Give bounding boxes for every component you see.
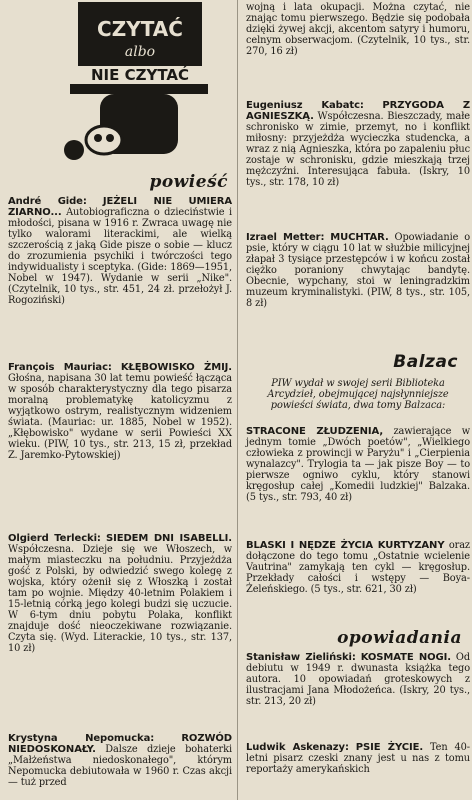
entry-title: BLASKI I NĘDZE ŻYCIA KURTYZANY <box>246 540 445 551</box>
entry-body: Autobiograficzna o dzieciństwie i młodości, pisana w 1916 r. Zwraca uwagę nie tylko walorami literackimi, ale wielką szczerością z jaką Gide pisze o sobie — klucz do zrozumienia psychiki i twórczości tego indywidualisty i sceptyka. (Gide: 1869—1951, Nobel w 1947). Wydanie w serii „Nike". (Czytelnik, 10 tys., str. 451, 24 zł. przełożył J. Rogoziński) <box>8 207 233 306</box>
entry-title: PSIE ŻYCIE. <box>355 742 424 753</box>
review-entry <box>8 733 232 788</box>
entry-title: ROZWÓD NIEDOSKONAŁY. <box>8 733 232 755</box>
entry-title: STRACONE ZŁUDZENIA, <box>246 426 384 437</box>
review-entry <box>8 196 232 306</box>
entry-author: Ludwik Askenazy: <box>246 742 349 753</box>
entry-body: Współczesna. Dzieje się we Włoszech, w małym miasteczku na południu. Przyjeżdża gość z Polski, by odwiedzić swego kolegę z wojska, który ożenił się z Włoszką i został tam po wojnie. Między 40-letnim Polakiem i 15-letnią córką jego kolegi budzi się uczucie. W 6-tym dniu pobytu Polaka, konflikt znajduje dość nieoczekiwane rozwiązanie. Czyta się. (Wyd. Literackie, 10 tys., str. 137, 10 zł) <box>8 544 232 654</box>
review-entry <box>246 652 470 707</box>
entry-body: Dalsze dzieje bohaterki „Małżeństwa niedoskonałego", którym Nepomucka debiutowała w 1960 r. Czas akcji — tuż przed <box>8 744 232 788</box>
entry-author: Krystyna Nepomucka: <box>8 733 155 744</box>
entry-body: Ten 40-letni pisarz czeski znany jest u nas z tomu reportaży amerykańskich <box>246 742 470 775</box>
logo-line3: NIE CZYTAĆ <box>90 66 190 84</box>
review-entry <box>246 232 470 309</box>
entry-author: Stanisław Zieliński: <box>246 652 356 663</box>
entry-body: oraz dołączone do tego tomu „Ostatnie wcielenie Vautrina" zamykają ten cykl — kręgosłup. Przekłady całości i wstępy — Boya-Żeleńskiego. (5 tys., str. 621, 30 zł) <box>246 540 470 595</box>
entry-body: zawierające w jednym tomie „Dwóch poetów", „Wielkiego człowieka z prowincji w Paryżu" i „Cierpienia wynalazcy". Trylogia ta — jak pisze Boy — to pierwsze ogniwo cyklu, który stanowi kręgosłup całej „Komedii ludzkiej" Balzaka. (5 tys., str. 793, 40 zł) <box>246 426 471 503</box>
entry-body: Od debiutu w 1949 r. dwunasta książka tego autora. 10 opowiadań groteskowych z ilustracjami Jana Młodożeńca. (Iskry, 20 tys., str. 213, 20 zł) <box>246 652 470 707</box>
entry-body: Współczesna. Bieszczady, małe schronisko w zimie, przemyt, no i konflikt miłosny: przyjeżdża wycieczka studencka, a wraz z nią Agnieszka, która po zapaleniu płuc zostaje w schronisku, gdzie mieszkają trzej mężczyźni. Interesująca fabuła. (Iskry, 10 tys., str. 178, 10 zł) <box>246 111 471 188</box>
review-entry <box>246 426 470 503</box>
review-entry <box>8 533 232 654</box>
entry-title: SIEDEM DNI ISABELLI. <box>106 533 232 544</box>
entry-title: PRZYGODA Z AGNIESZKĄ. <box>246 100 470 122</box>
entry-author: François Mauriac: <box>8 362 112 373</box>
category-balzac: Balzac <box>393 352 458 372</box>
review-entry <box>246 742 470 775</box>
category-opowiadania: opowiadania <box>337 628 462 648</box>
entry-title: KOSMATE NOGI. <box>360 652 451 663</box>
category-powiesc: powieść <box>149 172 228 192</box>
entry-author: Olgierd Terlecki: <box>8 533 101 544</box>
entry-author: Eugeniusz Kabatc: <box>246 100 364 111</box>
continued-text: wojną i lata okupacji. Można czytać, nie znając tomu pierwszego. Będzie się podobała dzięki żywej akcji, akcentom satyry i humoru, celnym obserwacjom. (Czytelnik, 10 tys., str. 270, 16 zł) <box>246 2 470 57</box>
review-entry <box>8 362 232 461</box>
review-entry <box>246 100 470 188</box>
balzac-intro: PIW wydał w swojej serii Biblioteka Arcydzieł, obejmującej najsłynniejsze powieści świata, dwa tomy Balzaca: <box>267 378 449 411</box>
column-divider <box>237 0 238 800</box>
entry-body: Opowiadanie o psie, który w ciągu 10 lat w służbie milicyjnej złapał 3 tysiące przestępców i w końcu został ciężko poraniony chwytając bandytę. Obecnie, wypchany, stoi w leningradzkim muzeum kryminalistyki. (PIW, 8 tys., str. 105, 8 zł) <box>246 232 470 309</box>
entry-author: Izrael Metter: <box>246 232 325 243</box>
entry-author: André Gide: <box>8 196 87 207</box>
logo-line2: albo <box>124 44 156 60</box>
entry-title: KŁĘBOWISKO ŻMIJ. <box>120 362 233 373</box>
entry-title: JEŻELI NIE UMIERA ZIARNO... <box>8 196 232 218</box>
czytac-logo <box>60 0 220 162</box>
logo-line1: CZYTAĆ <box>97 17 183 41</box>
entry-title: MUCHTAR. <box>330 232 389 243</box>
skull-icon <box>86 126 122 154</box>
review-entry <box>246 540 470 595</box>
entry-body: Głośna, napisana 30 lat temu powieść łącząca w sposób charakterystyczny dla tego pisarza moralną problematykę katolicyzmu z wyjątkowo ostrym, realistycznym widzeniem świata. (Mauriac: ur. 1885, Nobel w 1952). „Kłębowisko" wydane w serii Powieści XX wieku. (PIW, 10 tys., str. 213, 15 zł, przekład Z. Jaremko-Pytowskiej) <box>8 373 232 461</box>
